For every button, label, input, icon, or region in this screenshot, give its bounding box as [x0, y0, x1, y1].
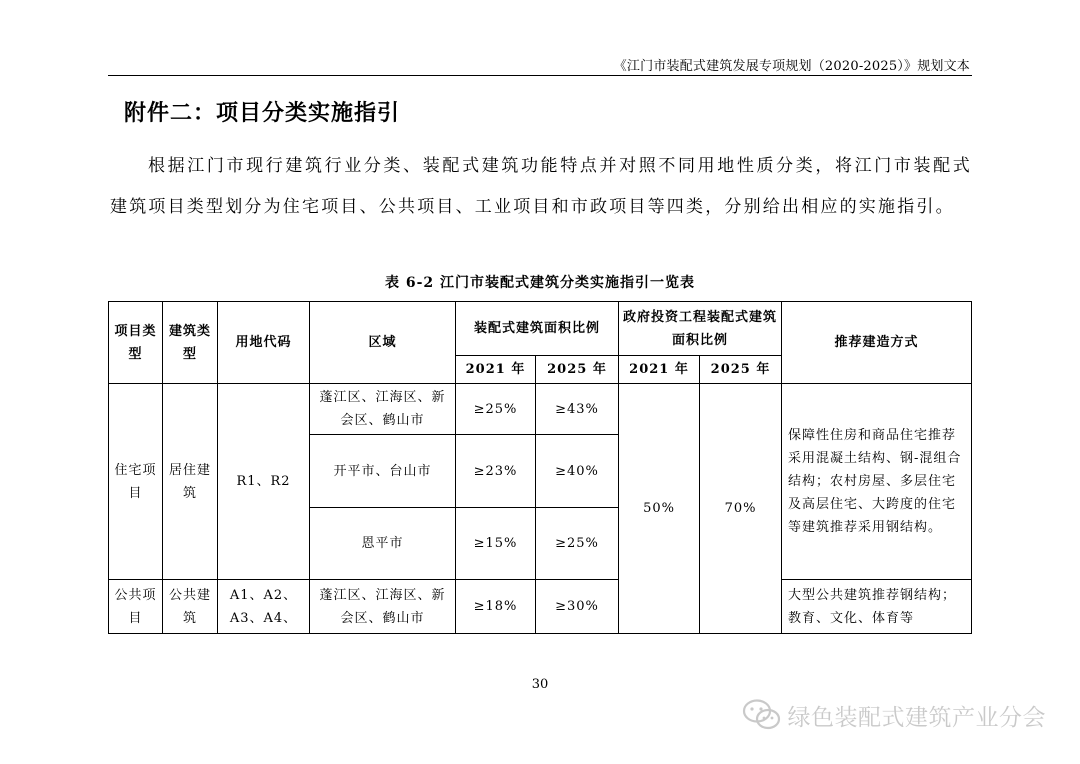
residential-method: 保障性住房和商品住宅推荐采用混凝土结构、钢-混组合结构；农村房屋、多层住宅及高层住宅、大跨度的住宅等建筑推荐采用钢结构。: [782, 384, 972, 580]
header-project-type: 项目类型: [109, 302, 163, 384]
header-area-2021: 2021 年: [456, 356, 536, 384]
residential-land-code: R1、R2: [218, 384, 310, 580]
residential-building-type: 居住建筑: [163, 384, 218, 580]
public-building-type: 公共建筑: [163, 580, 218, 634]
public-ratio-2025: ≥30%: [536, 580, 619, 634]
public-project-type: 公共项目: [109, 580, 163, 634]
running-header: 《江门市装配式建筑发展专项规划（2020-2025）》规划文本: [613, 59, 970, 74]
intro-paragraph: 根据江门市现行建筑行业分类、装配式建筑功能特点并对照不同用地性质分类，将江门市装配式建筑项目类型划分为住宅项目、公共项目、工业项目和市政项目等四类，分别给出相应的实施指引。: [110, 156, 972, 217]
residential-ratio-2025: ≥25%: [536, 508, 619, 580]
residential-project-type: 住宅项目: [109, 384, 163, 580]
guidance-table: [108, 301, 972, 634]
gov-ratio-2025: 70%: [700, 384, 782, 634]
residential-region: 开平市、台山市: [310, 435, 456, 508]
public-method: 大型公共建筑推荐钢结构；教育、文化、体育等: [782, 580, 972, 634]
header-gov-2025: 2025 年: [700, 356, 782, 384]
header-area-ratio: 装配式建筑面积比例: [456, 302, 619, 356]
table-caption: 表 6-2 江门市装配式建筑分类实施指引一览表: [384, 275, 696, 291]
residential-region: 恩平市: [310, 508, 456, 580]
watermark-text: 绿色装配式建筑产业分会: [787, 704, 1046, 731]
wechat-icon: [742, 698, 782, 732]
header-gov-2021: 2021 年: [619, 356, 700, 384]
gov-ratio-2021: 50%: [619, 384, 700, 634]
public-region: 蓬江区、江海区、新会区、鹤山市: [310, 580, 456, 634]
public-ratio-2021: ≥18%: [456, 580, 536, 634]
page-number: 30: [531, 677, 549, 692]
header-building-type: 建筑类型: [163, 302, 218, 384]
header-gov-ratio: 政府投资工程装配式建筑面积比例: [619, 302, 782, 356]
public-land-code: A1、A2、A3、A4、: [218, 580, 310, 634]
header-area-2025: 2025 年: [536, 356, 619, 384]
header-land-code: 用地代码: [218, 302, 310, 384]
header-region: 区域: [310, 302, 456, 384]
residential-ratio-2021: ≥25%: [456, 384, 536, 435]
residential-ratio-2021: ≥23%: [456, 435, 536, 508]
section-title: 附件二：项目分类实施指引: [124, 101, 401, 126]
residential-ratio-2025: ≥40%: [536, 435, 619, 508]
residential-ratio-2025: ≥43%: [536, 384, 619, 435]
header-rule: [108, 75, 972, 76]
residential-region: 蓬江区、江海区、新会区、鹤山市: [310, 384, 456, 435]
residential-ratio-2021: ≥15%: [456, 508, 536, 580]
watermark: [742, 698, 1047, 732]
header-method: 推荐建造方式: [782, 302, 972, 384]
